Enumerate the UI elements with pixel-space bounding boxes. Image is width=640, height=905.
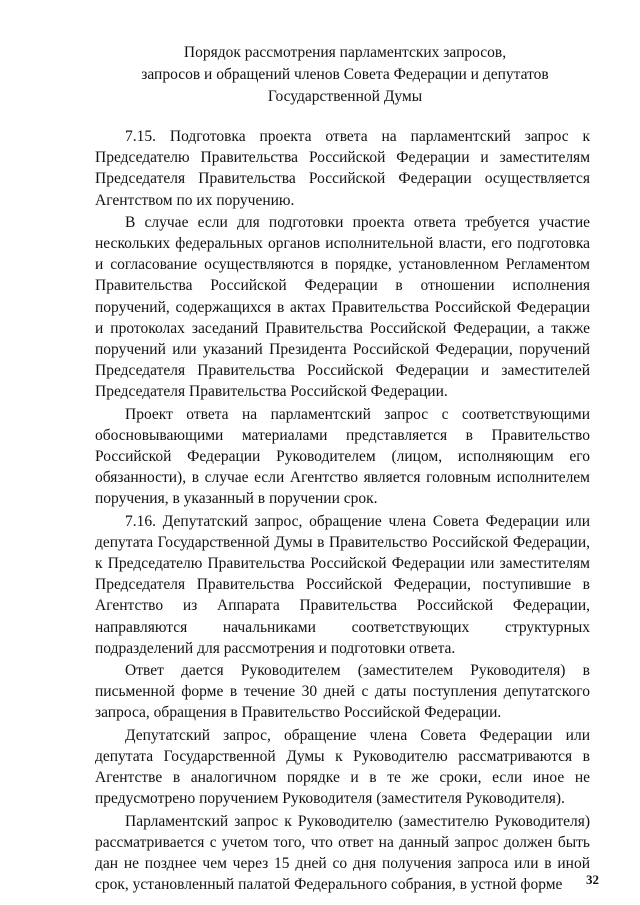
paragraph: Ответ дается Руководителем (заместителем Руководителя) в письменной форме в течение 30 дней с даты поступления депутатского запроса, обращения в Правительство Российской Федерации. xyxy=(95,662,590,722)
paragraph-7-15: 7.15. Подготовка проекта ответа на парламентский запрос к Председателю Правительства Российской Федерации и заместителям Председателя Правительства Российской Федерации осуществляется Агентством по их поручению. xyxy=(95,128,590,209)
section-title xyxy=(100,42,590,108)
paragraph: Проект ответа на парламентский запрос с соответствующими обосновывающими материалами представляется в Правительство Российской Федерации Руководителем (лицом, исполняющим его обязанности), в случае если Агентство является головным исполнителем поручения, в указанный в поручении срок. xyxy=(95,405,590,508)
document-body xyxy=(95,126,590,896)
title-line-2: запросов и обращений членов Совета Федерации и депутатов xyxy=(141,66,549,83)
page-number: 32 xyxy=(586,872,599,887)
title-line-1: Порядок рассмотрения парламентских запросов, xyxy=(183,44,507,61)
paragraph-7-16: 7.16. Депутатский запрос, обращение члена Совета Федерации или депутата Государственной Думы в Правительство Российской Федерации, к Председателю Правительства Российской Федерации или заместителям Председателя Правительства Российской Федерации, поступившие в Агентство из Аппарата Правительства Российской Федерации, направляются начальниками соответствующих структурных подразделений для рассмотрения и подготовки ответа. xyxy=(95,512,590,657)
paragraph: В случае если для подготовки проекта ответа требуется участие нескольких федеральных органов исполнительной власти, его подготовка и согласование осуществляются в порядке, установленном Регламентом Правительства Российской Федерации в отношении исполнения поручений, содержащихся в актах Правительства Российской Федерации и протоколах заседаний Правительства Российской Федерации, а также поручений или указаний Президента Российской Федерации, поручений Председателя Правительства Российской Федерации и заместителей Председателя Правительства Российской Федерации. xyxy=(95,213,590,401)
paragraph: Парламентский запрос к Руководителю (заместителю Руководителя) рассматривается с учетом того, что ответ на данный запрос должен быть дан не позднее чем через 15 дней со дня получения запроса или в иной срок, установленный палатой Федерального собрания, в устной форме xyxy=(95,812,590,894)
title-line-3: Государственной Думы xyxy=(267,88,423,105)
paragraph: Депутатский запрос, обращение члена Совета Федерации или депутата Государственной Думы к Руководителю рассматриваются в Агентстве в аналогичном порядке и в те же сроки, если иное не предусмотрено поручением Руководителя (заместителя Руководителя). xyxy=(95,726,590,808)
